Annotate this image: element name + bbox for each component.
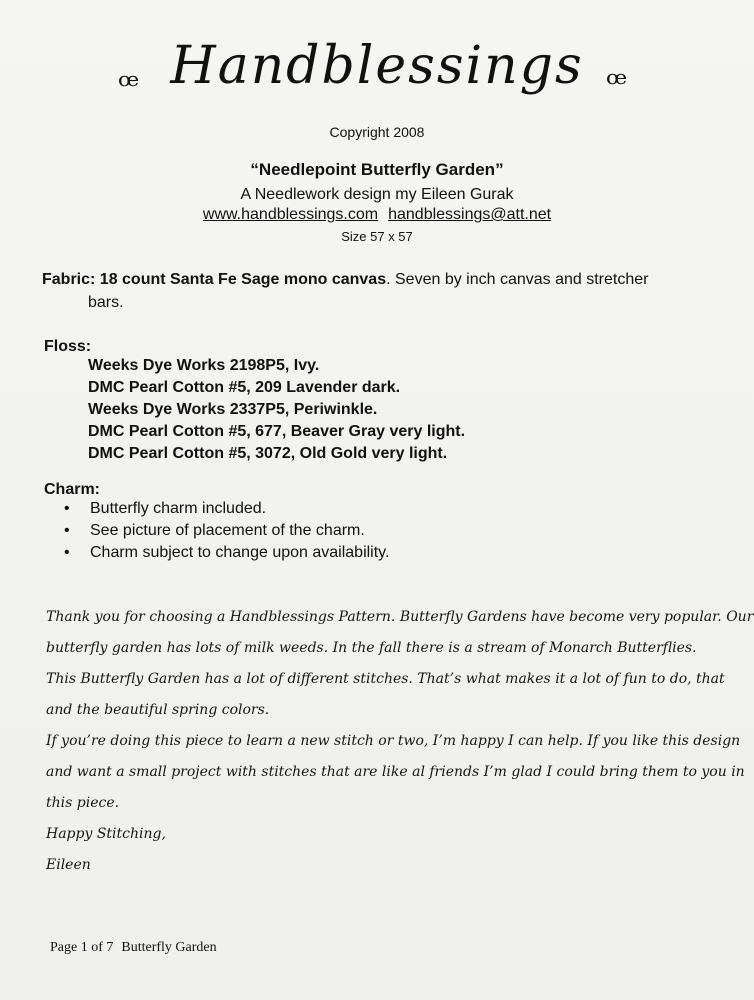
copyright: Copyright 2008 — [329, 124, 425, 140]
charm-list — [64, 498, 684, 564]
charm-item: • Butterfly charm included. — [64, 498, 684, 520]
footer-title: Butterfly Garden — [121, 940, 217, 955]
floss-item: Weeks Dye Works 2337P5, Periwinkle. — [88, 401, 378, 418]
fabric-text-continued: bars. — [88, 294, 124, 311]
fabric-section — [42, 268, 732, 314]
design-size: Size 57 x 57 — [341, 229, 413, 244]
floss-item: DMC Pearl Cotton #5, 677, Beaver Gray very light. — [88, 423, 466, 440]
floss-item: Weeks Dye Works 2198P5, Ivy. — [88, 357, 320, 374]
charm-item: • See picture of placement of the charm. — [64, 520, 684, 542]
ornament-right-icon: ꟹ — [606, 64, 628, 104]
letter-line: Happy Stitching, — [46, 826, 166, 842]
letter-line: Thank you for choosing a Handblessings Pattern. Butterfly Gardens have become very popular. Our — [46, 609, 754, 625]
fabric-label: Fabric: 18 count Santa Fe Sage mono canvas — [42, 271, 387, 288]
email-link[interactable]: handblessings@att.net — [388, 206, 552, 223]
floss-list — [88, 355, 708, 465]
letter-line: This Butterfly Garden has a lot of different stitches. That’s what makes it a lot of fun to do, that — [46, 671, 725, 687]
website-link[interactable]: www.handblessings.com — [202, 206, 379, 223]
byline: A Needlework design my Eileen Gurak — [240, 186, 514, 203]
design-title: “Needlepoint Butterfly Garden” — [250, 160, 504, 179]
page-footer — [50, 940, 217, 956]
handwritten-letter — [46, 602, 754, 881]
bullet-icon: • — [64, 500, 70, 517]
letter-line: butterfly garden has lots of milk weeds. In the fall there is a stream of Monarch Butterflies. — [46, 640, 697, 656]
letter-line: and want a small project with stitches that are like al friends I’m glad I could bring them to you in — [46, 764, 745, 780]
floss-label: Floss: — [44, 338, 92, 355]
bullet-icon: • — [64, 544, 70, 561]
header — [0, 28, 754, 118]
charm-item: • Charm subject to change upon availability. — [64, 542, 684, 564]
letter-line: this piece. — [46, 795, 120, 811]
page-number: Page 1 of 7 — [50, 940, 114, 955]
brand-title: Handblessings — [170, 36, 584, 96]
floss-item: DMC Pearl Cotton #5, 3072, Old Gold very light. — [88, 445, 448, 462]
letter-line: Eileen — [46, 857, 91, 873]
letter-line: and the beautiful spring colors. — [46, 702, 270, 718]
floss-item: DMC Pearl Cotton #5, 209 Lavender dark. — [88, 379, 401, 396]
ornament-left-icon: ꟹ — [118, 66, 140, 106]
letter-line: If you’re doing this piece to learn a new stitch or two, I’m happy I can help. If you like this design — [46, 733, 741, 749]
bullet-icon: • — [64, 522, 70, 539]
fabric-text: . Seven by inch canvas and stretcher — [386, 271, 649, 288]
contact-links — [0, 206, 754, 224]
charm-label: Charm: — [44, 481, 101, 498]
